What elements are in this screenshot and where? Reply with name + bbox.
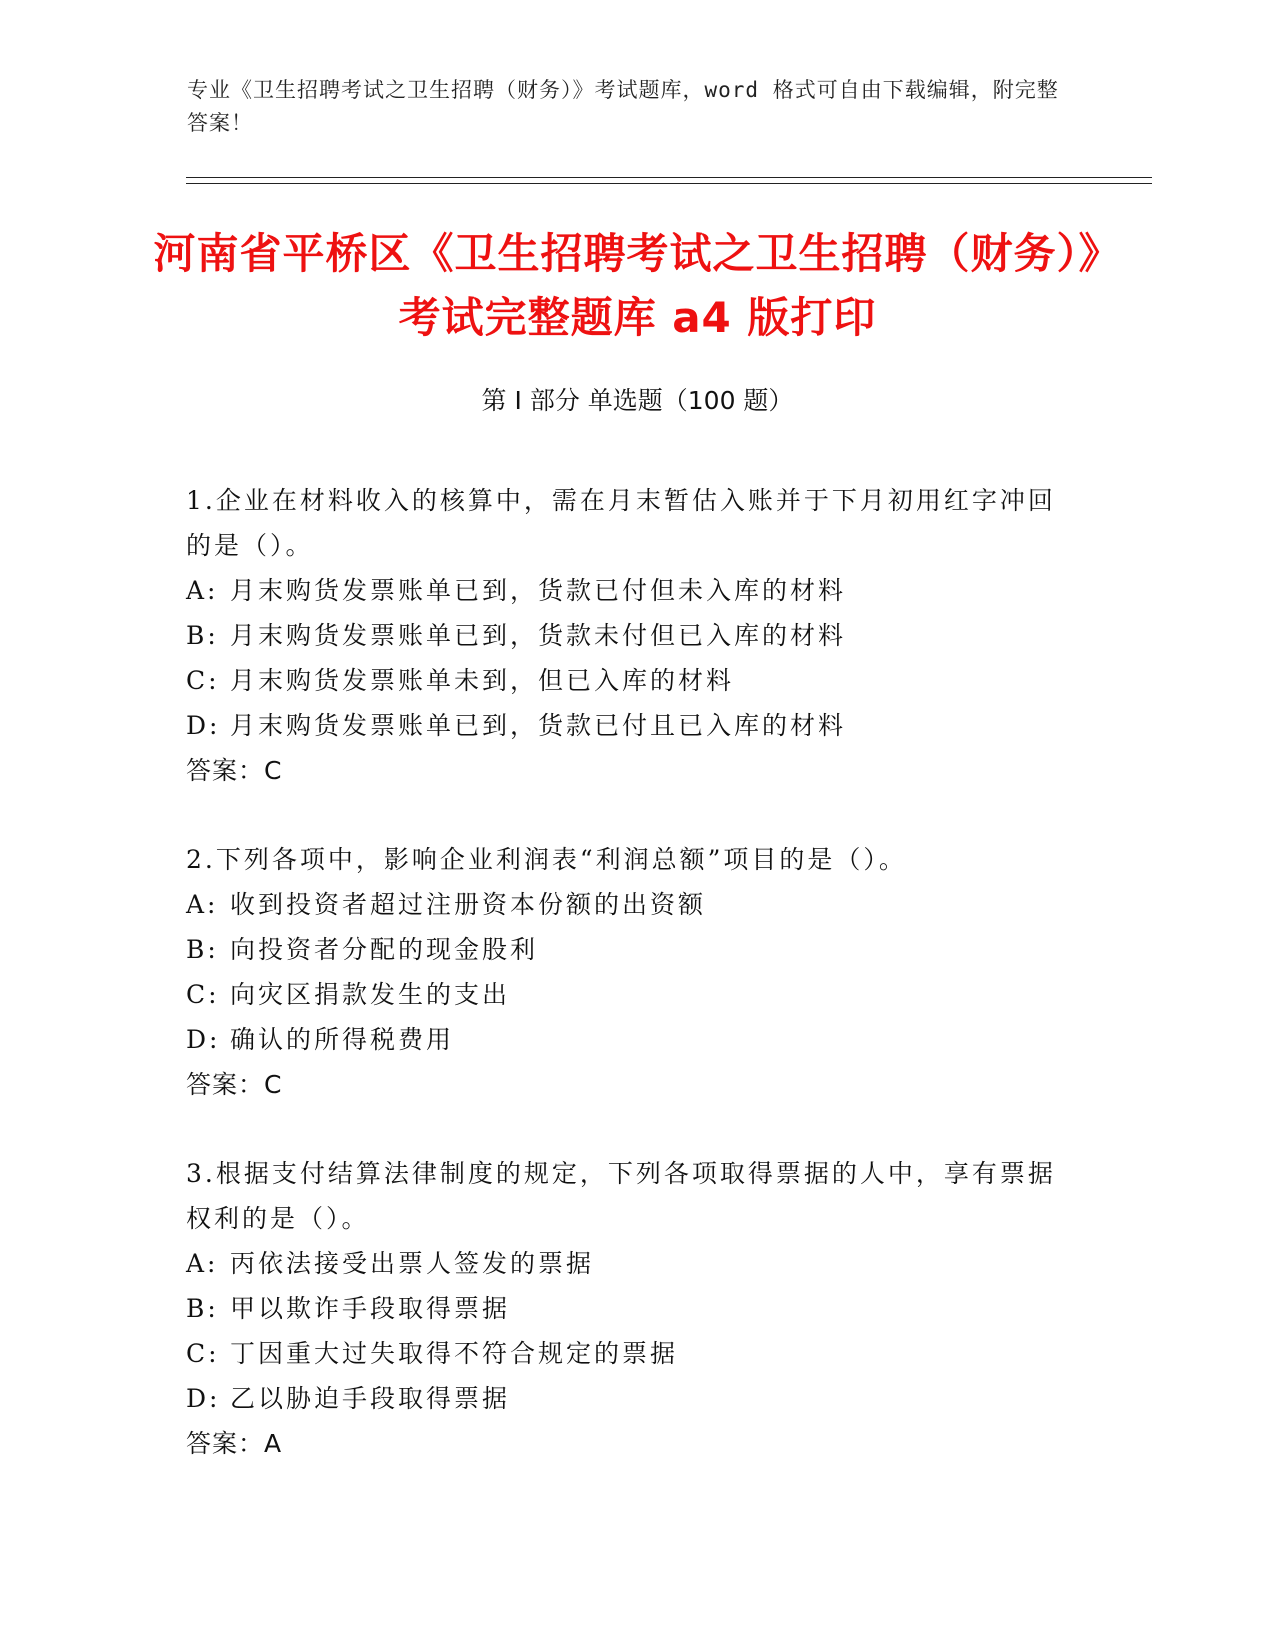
answer: 答案：A [186, 1429, 283, 1458]
option-key: D: [186, 711, 221, 740]
option-key: C: [186, 980, 220, 1009]
answer: 答案：C [186, 1070, 283, 1099]
option-c [186, 658, 1066, 703]
header-note: 专业《卫生招聘考试之卫生招聘（财务）》考试题库，word 格式可自由下载编辑，附完整答案！ [187, 78, 1059, 135]
option-text: 月末购货发票账单已到，货款未付但已入库的材料 [230, 621, 847, 650]
option-key: D: [186, 1025, 221, 1054]
option-text: 向投资者分配的现金股利 [230, 935, 539, 964]
option-key: B: [186, 621, 219, 650]
option-text: 月末购货发票账单未到，但已入库的材料 [230, 666, 735, 695]
header-divider-bottom [186, 183, 1152, 184]
option-key: A: [186, 1249, 219, 1278]
option-text: 丙依法接受出票人签发的票据 [230, 1249, 595, 1278]
option-text: 甲以欺诈手段取得票据 [230, 1294, 511, 1323]
option-d [186, 1376, 1066, 1421]
option-key: C: [186, 1339, 220, 1368]
option-text: 收到投资者超过注册资本份额的出资额 [230, 890, 707, 919]
option-a [186, 1241, 1066, 1286]
option-key: A: [186, 890, 219, 919]
question-stem: 1.企业在材料收入的核算中，需在月末暂估入账并于下月初用红字冲回的是（）。 [186, 486, 1056, 560]
option-text: 确认的所得税费用 [230, 1025, 455, 1054]
option-a [186, 882, 1066, 927]
question-1 [186, 478, 1066, 793]
option-b [186, 1286, 1066, 1331]
option-c [186, 1331, 1066, 1376]
option-d [186, 1017, 1066, 1062]
option-text: 向灾区捐款发生的支出 [230, 980, 511, 1009]
option-key: B: [186, 1294, 219, 1323]
option-text: 月末购货发票账单已到，货款已付但未入库的材料 [230, 576, 847, 605]
option-key: D: [186, 1384, 221, 1413]
option-text: 丁因重大过失取得不符合规定的票据 [230, 1339, 679, 1368]
option-text: 乙以胁迫手段取得票据 [230, 1384, 511, 1413]
question-stem: 2.下列各项中，影响企业利润表“利润总额”项目的是（）。 [186, 845, 907, 874]
question-3 [186, 1151, 1066, 1466]
option-key: B: [186, 935, 219, 964]
option-c [186, 972, 1066, 1017]
option-b [186, 927, 1066, 972]
option-a [186, 568, 1066, 613]
option-key: C: [186, 666, 220, 695]
option-b [186, 613, 1066, 658]
question-stem: 3.根据支付结算法律制度的规定，下列各项取得票据的人中，享有票据权利的是（）。 [186, 1159, 1056, 1233]
option-d [186, 703, 1066, 748]
question-2 [186, 837, 1066, 1107]
section-title: 第 I 部分 单选题（100 题） [481, 386, 794, 415]
option-text: 月末购货发票账单已到，货款已付且已入库的材料 [230, 711, 847, 740]
document-title: 河南省平桥区《卫生招聘考试之卫生招聘（财务）》考试完整题库 a4 版打印 [153, 229, 1122, 342]
header-divider-top [186, 177, 1152, 178]
question-list [186, 478, 1066, 1510]
option-key: A: [186, 576, 219, 605]
answer: 答案：C [186, 756, 283, 785]
